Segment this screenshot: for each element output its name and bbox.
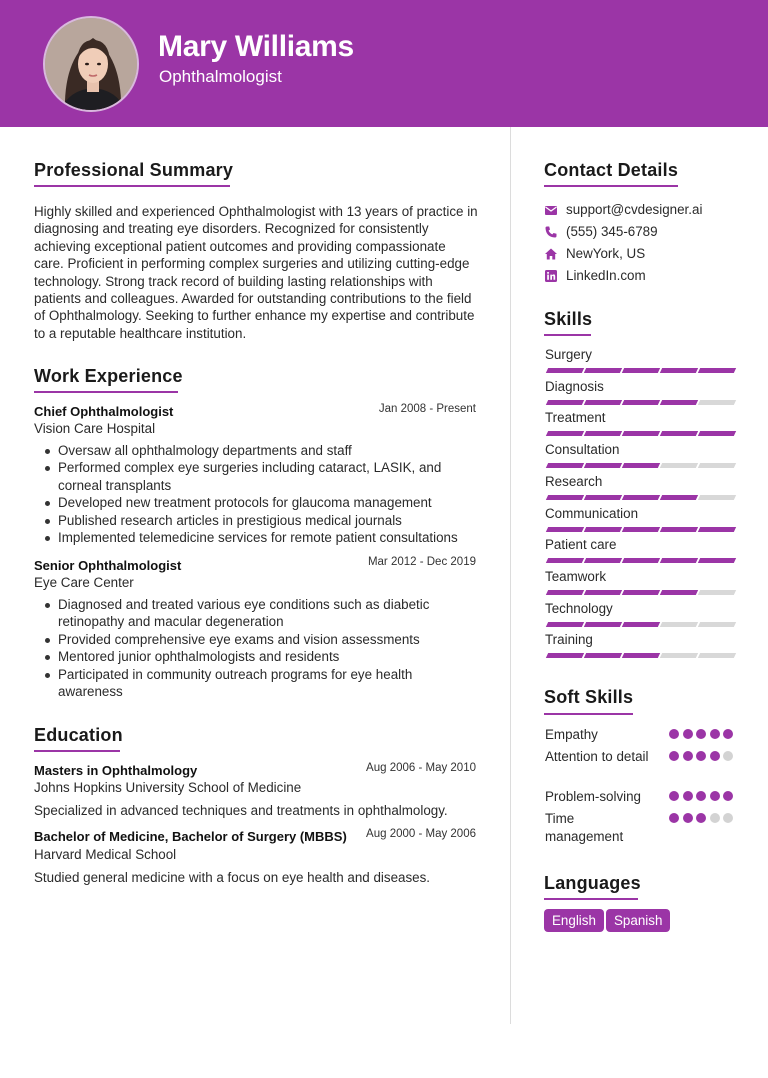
skill-level-segment: [546, 558, 584, 563]
skill-level-segment: [698, 527, 736, 532]
rating-dot: [683, 729, 693, 739]
bullet-item: Oversaw all ophthalmology departments and staff: [58, 442, 478, 459]
skill-level-segment: [660, 622, 698, 627]
skill-level-segment: [584, 527, 622, 532]
skill-level-segment: [546, 653, 584, 658]
soft-skill-label: Empathy: [545, 727, 598, 742]
rating-dot: [696, 751, 706, 761]
skill-level-segment: [622, 590, 660, 595]
degree-description: Studied general medicine with a focus on eye health and diseases.: [34, 870, 431, 885]
linkedin-icon: [544, 269, 558, 283]
contact-underline: [544, 185, 678, 187]
skill-level-segment: [660, 431, 698, 436]
work-underline: [34, 391, 178, 393]
summary-text: Highly skilled and experienced Ophthalmologist with 13 years of practice in diagnosing and treating eye disorders. Recognized for consistently achieving exceptional patient outcomes and providing compassionate care. Proficient in performing complex surgeries and utilizing cutting-edge technology. Strong track record of building lasting relationships with patients and colleagues. Awarded for outstanding contributions to the field of Ophthalmology. Seeking to further enhance my expertise and contribute to a reputable healthcare institution.: [34, 204, 478, 341]
contact-heading: Contact Details: [544, 160, 679, 180]
skill-level-segment: [622, 495, 660, 500]
skill-level-segment: [622, 431, 660, 436]
job-dates: Mar 2012 - Dec 2019: [367, 556, 476, 568]
skill-label: Research: [545, 473, 603, 489]
rating-dot: [696, 813, 706, 823]
school-name: Harvard Medical School: [34, 847, 177, 862]
phone-icon: [544, 225, 558, 239]
profile-photo: [45, 18, 139, 112]
skill-label: Treatment: [545, 410, 606, 426]
contact-phone[interactable]: [544, 224, 658, 239]
rating-dot: [710, 751, 720, 761]
contact-location: [544, 246, 645, 261]
skill-level-segment: [660, 463, 698, 468]
bullet-item: Provided comprehensive eye exams and vision assessments: [58, 631, 478, 648]
languages-underline: [544, 898, 638, 900]
skill-level-segment: [622, 527, 660, 532]
linkedin-text: LinkedIn.com: [566, 268, 646, 283]
rating-dot: [669, 751, 679, 761]
email-text: support@cvdesigner.ai: [566, 202, 703, 217]
skill-level-segment: [660, 653, 698, 658]
skill-level-segment: [546, 431, 584, 436]
skill-level-segment: [698, 495, 736, 500]
soft-skill-rating: [669, 729, 733, 739]
skill-level-segment: [584, 368, 622, 373]
skill-level-segment: [622, 463, 660, 468]
skill-level-segment: [584, 463, 622, 468]
skill-level-bar: [545, 622, 733, 627]
soft-skills-underline: [544, 713, 633, 715]
skill-level-segment: [622, 653, 660, 658]
summary-heading: Professional Summary: [34, 160, 234, 180]
contact-linkedin[interactable]: [544, 268, 646, 283]
soft-skill-label: Problem-solving: [545, 789, 642, 804]
skill-level-bar: [545, 368, 733, 373]
bullet-item: Performed complex eye surgeries including cataract, LASIK, and corneal transplants: [58, 459, 478, 494]
skill-label: Teamwork: [545, 568, 607, 584]
skill-level-segment: [584, 431, 622, 436]
skill-level-segment: [584, 590, 622, 595]
soft-skill-label: Time management: [545, 811, 624, 844]
location-text: NewYork, US: [566, 246, 646, 261]
education-heading: Education: [34, 725, 123, 745]
rating-dot: [669, 813, 679, 823]
home-icon: [544, 247, 558, 261]
bullet-item: Mentored junior ophthalmologists and residents: [58, 648, 478, 665]
skill-level-segment: [698, 558, 736, 563]
skill-level-segment: [546, 622, 584, 627]
skill-level-segment: [622, 558, 660, 563]
education-underline: [34, 750, 120, 752]
header-banner: [0, 0, 768, 127]
bullet-item: Participated in community outreach programs for eye health awareness: [58, 666, 478, 701]
skill-level-segment: [622, 400, 660, 405]
skill-level-segment: [698, 590, 736, 595]
bullet-item: Implemented telemedicine services for remote patient consultations: [58, 529, 478, 546]
school-name: Johns Hopkins University School of Medicine: [34, 780, 302, 795]
skill-level-segment: [698, 463, 736, 468]
skill-label: Diagnosis: [545, 378, 604, 394]
language-badge: Spanish: [606, 909, 670, 932]
skill-level-segment: [546, 463, 584, 468]
skill-level-segment: [584, 495, 622, 500]
rating-dot: [723, 729, 733, 739]
skill-label: Technology: [545, 600, 613, 616]
skill-level-bar: [545, 590, 733, 595]
skill-level-bar: [545, 527, 733, 532]
job-dates: Jan 2008 - Present: [378, 403, 476, 415]
skill-level-bar: [545, 400, 733, 405]
skill-level-bar: [545, 653, 733, 658]
rating-dot: [723, 751, 733, 761]
rating-dot: [723, 813, 733, 823]
skills-heading: Skills: [544, 309, 593, 329]
skill-label: Communication: [545, 505, 639, 521]
skill-level-segment: [698, 368, 736, 373]
job-company: Eye Care Center: [34, 575, 134, 590]
skill-level-segment: [622, 368, 660, 373]
degree-title: Masters in Ophthalmology: [34, 763, 198, 778]
rating-dot: [683, 813, 693, 823]
skill-level-segment: [660, 368, 698, 373]
skill-level-segment: [660, 495, 698, 500]
phone-text: (555) 345-6789: [566, 224, 658, 239]
soft-skill-label: Attention to detail: [545, 749, 649, 764]
skill-level-segment: [698, 400, 736, 405]
skill-label: Consultation: [545, 442, 620, 458]
bullet-item: Published research articles in prestigious medical journals: [58, 512, 478, 529]
skill-level-segment: [660, 527, 698, 532]
envelope-icon: [544, 203, 558, 217]
rating-dot: [696, 729, 706, 739]
degree-title: Bachelor of Medicine, Bachelor of Surgery (MBBS): [34, 829, 347, 844]
job-bullets: [58, 596, 478, 700]
skill-level-segment: [698, 653, 736, 658]
soft-skill-rating: [669, 791, 733, 801]
rating-dot: [669, 729, 679, 739]
summary-underline: [34, 185, 230, 187]
degree-dates: Aug 2000 - May 2006: [366, 828, 476, 840]
rating-dot: [696, 791, 706, 801]
job-company: Vision Care Hospital: [34, 421, 156, 436]
contact-email[interactable]: [544, 202, 702, 217]
rating-dot: [683, 751, 693, 761]
rating-dot: [710, 813, 720, 823]
work-heading: Work Experience: [34, 366, 183, 386]
skill-level-bar: [545, 558, 733, 563]
skill-level-segment: [546, 590, 584, 595]
degree-dates: Aug 2006 - May 2010: [366, 762, 476, 774]
degree-description: Specialized in advanced techniques and treatments in ophthalmology.: [34, 803, 448, 818]
bullet-item: Developed new treatment protocols for glaucoma management: [58, 494, 478, 511]
rating-dot: [710, 729, 720, 739]
candidate-role: Ophthalmologist: [159, 67, 282, 86]
language-badge: English: [544, 909, 604, 932]
avatar: [43, 16, 139, 112]
skill-level-segment: [622, 622, 660, 627]
skill-level-bar: [545, 463, 733, 468]
soft-skill-rating: [669, 813, 733, 823]
skill-level-segment: [698, 622, 736, 627]
soft-skills-heading: Soft Skills: [544, 687, 634, 707]
bullet-item: Diagnosed and treated various eye conditions such as diabetic retinopathy and macular degeneration: [58, 596, 478, 631]
candidate-name: Mary Williams: [158, 30, 354, 63]
rating-dot: [723, 791, 733, 801]
column-divider: [510, 127, 511, 1024]
skill-level-bar: [545, 495, 733, 500]
skill-label: Surgery: [545, 347, 592, 362]
rating-dot: [669, 791, 679, 801]
skill-label: Patient care: [545, 537, 617, 553]
job-bullets: [58, 442, 478, 546]
skill-label: Training: [545, 632, 593, 648]
soft-skill-rating: [669, 751, 733, 761]
skill-level-segment: [546, 527, 584, 532]
rating-dot: [710, 791, 720, 801]
skill-level-segment: [546, 368, 584, 373]
skill-level-segment: [584, 400, 622, 405]
skill-level-segment: [698, 431, 736, 436]
skills-underline: [544, 334, 591, 336]
skill-level-segment: [660, 590, 698, 595]
skill-level-segment: [584, 653, 622, 658]
skill-level-segment: [584, 622, 622, 627]
languages-heading: Languages: [544, 873, 641, 893]
rating-dot: [683, 791, 693, 801]
skill-level-segment: [660, 400, 698, 405]
skill-level-bar: [545, 431, 733, 436]
job-title: Senior Ophthalmologist: [34, 558, 182, 573]
skill-level-segment: [584, 558, 622, 563]
job-title: Chief Ophthalmologist: [34, 404, 174, 419]
skill-level-segment: [546, 495, 584, 500]
skill-level-segment: [546, 400, 584, 405]
skill-level-segment: [660, 558, 698, 563]
